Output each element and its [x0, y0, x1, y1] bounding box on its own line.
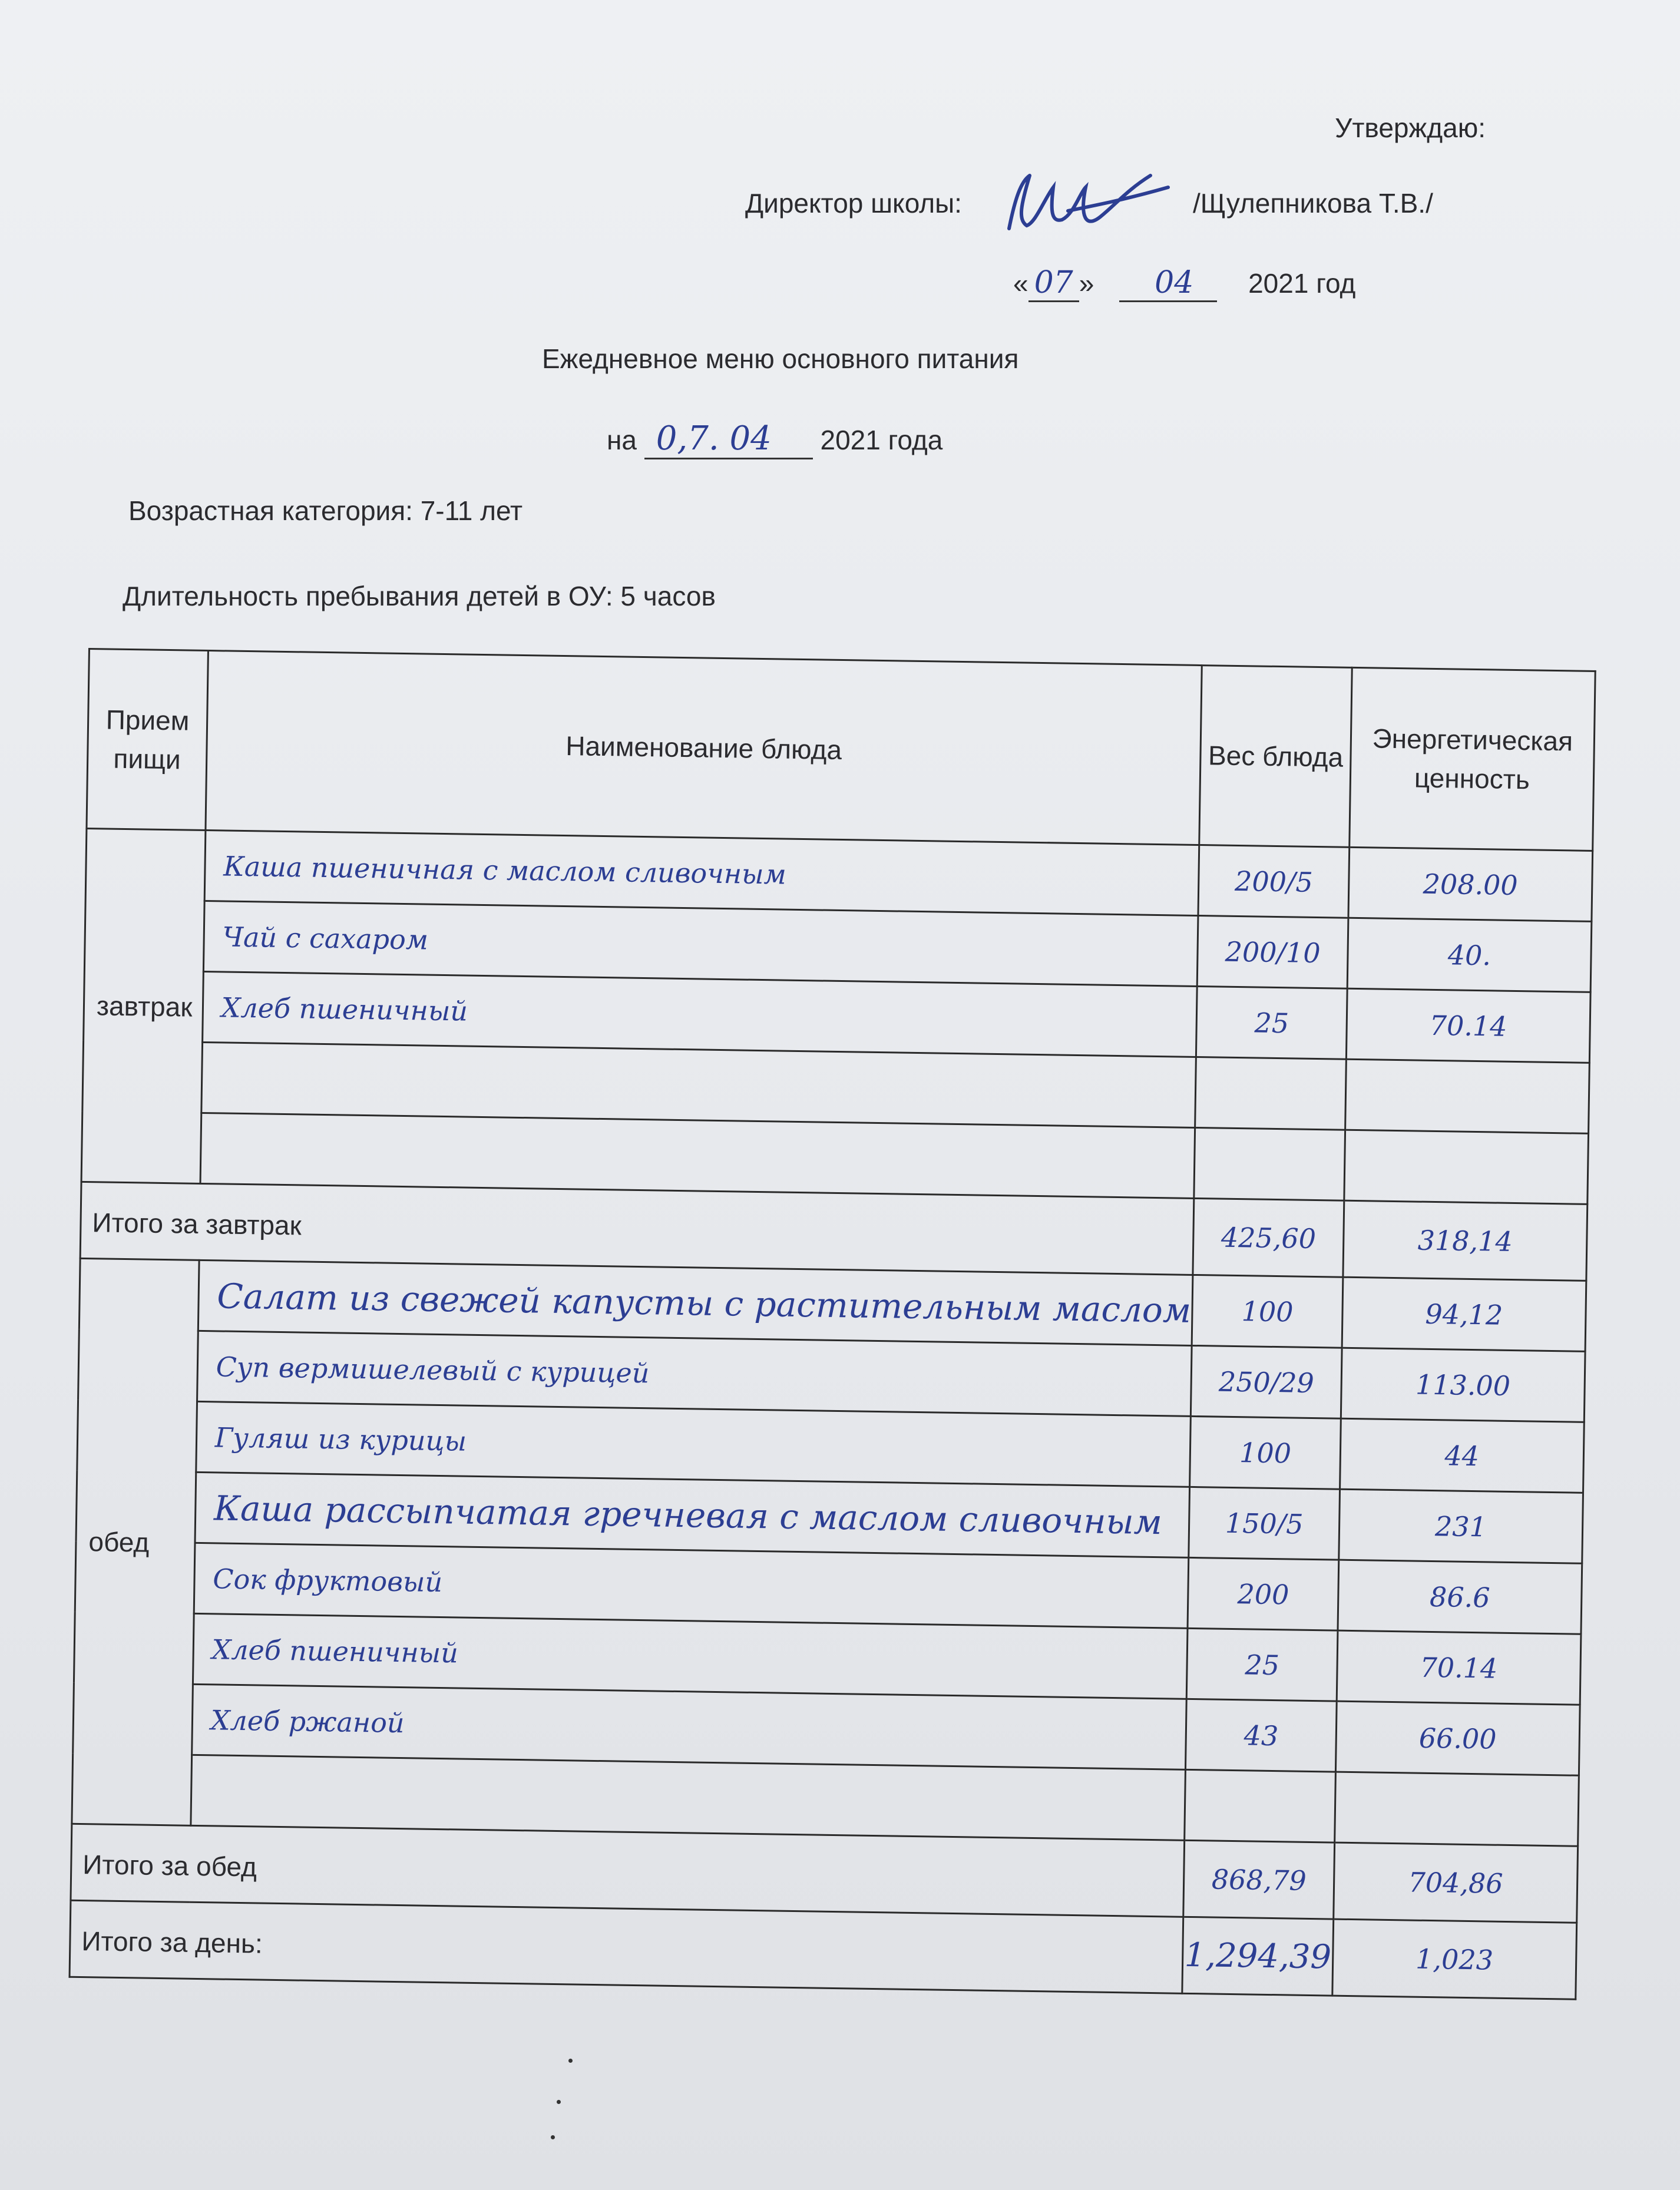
dish-cell: Хлеб пшеничный: [193, 1613, 1188, 1699]
weight-cell: 200: [1188, 1557, 1338, 1630]
weight-cell: 150/5: [1189, 1487, 1340, 1560]
header-weight: Вес блюда: [1199, 666, 1352, 848]
weight-cell: 250/29: [1191, 1345, 1342, 1418]
weight-cell: 200/10: [1198, 916, 1348, 989]
empty-cell: [1334, 1772, 1579, 1846]
empty-cell: [1195, 1057, 1346, 1130]
breakfast-total-label: Итого за завтрак: [80, 1182, 1194, 1275]
lunch-total-label: Итого за обед: [71, 1824, 1185, 1917]
dish-cell: Чай с сахаром: [203, 901, 1198, 986]
dish-cell: Суп вермишелевый с курицей: [197, 1331, 1192, 1416]
stay-duration: Длительность пребывания детей в ОУ: 5 часов: [123, 581, 716, 611]
energy-cell: 44: [1340, 1418, 1584, 1493]
breakfast-total-energy: 318,14: [1343, 1200, 1588, 1281]
empty-cell: [1185, 1769, 1335, 1842]
menu-table: [69, 648, 1596, 2000]
energy-cell: 208.00: [1348, 847, 1593, 921]
weight-cell: 100: [1190, 1416, 1341, 1489]
menu-date-line: [607, 419, 942, 459]
weight-cell: 200/5: [1198, 845, 1349, 918]
day-total-label: Итого за день:: [70, 1900, 1183, 1993]
weight-cell: 43: [1186, 1699, 1337, 1772]
dish-cell: Гуляш из курицы: [196, 1401, 1191, 1487]
director-name: /Щулепникова Т.В./: [1193, 188, 1433, 219]
dish-cell: Хлеб пшеничный: [202, 971, 1197, 1057]
header-dish: Наименование блюда: [206, 651, 1202, 845]
energy-cell: 70.14: [1346, 988, 1590, 1063]
empty-cell: [1345, 1059, 1589, 1133]
director-label: Директор школы:: [745, 188, 962, 219]
quote-close: »: [1079, 268, 1102, 299]
approval-heading: Утверждаю:: [1335, 113, 1486, 143]
menu-date: 0,7. 04: [644, 419, 813, 459]
weight-cell: 25: [1196, 986, 1347, 1059]
dish-cell: Каша пшеничная с маслом сливочным: [204, 830, 1199, 915]
lunch-total-weight: 868,79: [1183, 1840, 1334, 1919]
page-title: Ежедневное меню основного питания: [542, 343, 1019, 374]
paper-speck: [557, 2100, 561, 2104]
approval-year: 2021 год: [1248, 268, 1356, 299]
approval-date: [1013, 265, 1355, 302]
menu-date-prefix: на: [607, 425, 637, 455]
quote-open: «: [1013, 268, 1028, 299]
dish-cell: Салат из свежей капусты с растительным маслом: [198, 1260, 1193, 1345]
breakfast-total-weight: 425,60: [1193, 1198, 1344, 1277]
empty-cell: [1194, 1127, 1345, 1200]
weight-cell: 100: [1192, 1275, 1343, 1348]
approval-month: 04: [1119, 265, 1217, 302]
energy-cell: 113.00: [1341, 1348, 1585, 1422]
approval-day: 07: [1028, 265, 1079, 302]
dish-cell: Хлеб ржаной: [191, 1684, 1186, 1769]
lunch-label: обед: [72, 1258, 199, 1825]
age-category: Возрастная категория: 7-11 лет: [128, 495, 523, 526]
empty-cell: [1344, 1130, 1589, 1204]
paper-speck: [568, 2059, 573, 2063]
menu-year: 2021 года: [820, 425, 943, 455]
day-total-weight: 1,294,39: [1182, 1917, 1333, 1996]
weight-cell: 25: [1187, 1628, 1338, 1701]
dish-cell: Сок фруктовый: [194, 1543, 1189, 1628]
energy-cell: 231: [1339, 1489, 1583, 1563]
breakfast-label: завтрак: [81, 828, 206, 1183]
energy-cell: 94,12: [1342, 1277, 1586, 1351]
day-total-energy: 1,023: [1332, 1919, 1577, 1999]
header-meal: Прием пищи: [87, 649, 208, 831]
dish-cell: Каша рассыпчатая гречневая с маслом сливочным: [195, 1472, 1190, 1557]
header-energy: Энергетическая ценность: [1350, 667, 1596, 851]
energy-cell: 70.14: [1337, 1630, 1581, 1705]
energy-cell: 86.6: [1338, 1560, 1582, 1634]
energy-cell: 40.: [1347, 918, 1592, 992]
lunch-total-energy: 704,86: [1334, 1842, 1578, 1923]
paper-speck: [551, 2135, 555, 2139]
signature-image: [997, 164, 1174, 246]
table-header-row: [87, 649, 1595, 851]
energy-cell: 66.00: [1335, 1701, 1580, 1775]
